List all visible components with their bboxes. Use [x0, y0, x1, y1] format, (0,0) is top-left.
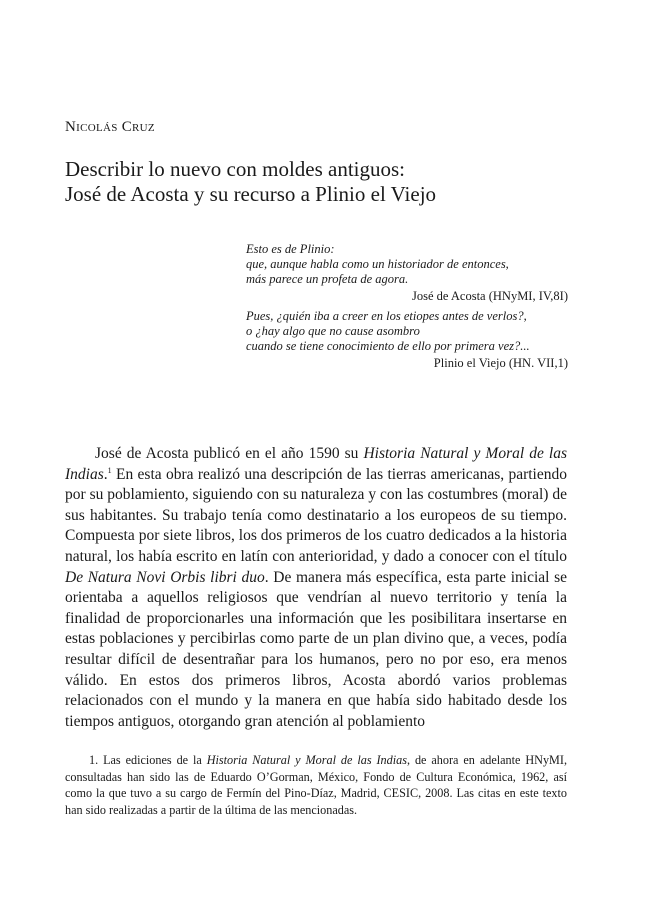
epigraph-line: más parece un profeta de agora. — [246, 272, 409, 286]
article-title-line-2: José de Acosta y su recurso a Plinio el Viejo — [65, 182, 437, 206]
epigraph-line: cuando se tiene conocimiento de ello por primera vez?... — [246, 339, 530, 353]
epigraph-line: que, aunque habla como un historiador de entonces, — [246, 257, 509, 271]
body-paragraph — [65, 444, 567, 732]
body-text-segment: . De manera más específica, esta parte inicial se orientaba a aquellos religiosos que vendrían al nuevo territorio y tenía la finalidad de proporcionarles una información que les posibilitara insertarse en estas poblaciones y percibirlas como parte de un plan divino que, a veces, podía resultar difícil de desentrañar para los humanos, pero no por eso, era menos válido. En estos dos primeros libros, Acosta abordó varios problemas relacionados con el mundo y la manera en que había sido habitado desde los tiempos antiguos, otorgando gran atención al poblamiento — [65, 568, 567, 730]
epigraph-plinio — [246, 309, 568, 371]
epigraphs — [246, 242, 568, 376]
footnote-text-segment: , de ahora en adelante HNyMI, consultadas han sido las de Eduardo O’Gorman, México, Fondo de Cultura Económica, 1962, así como la que tuvo a su cargo de Fermín del Pino-Díaz, Madrid, CESIC, 2008. Las citas en este texto han sido realizadas a partir de la última de las mencionadas. — [65, 753, 567, 817]
book-title: De Natura Novi Orbis libri duo — [65, 568, 265, 586]
body-text-segment: En esta obra realizó una descripción de las tierras americanas, partiendo por su poblamiento, siguiendo con su naturaleza y con las costumbres (moral) de sus habitantes. Su trabajo tenía como destinatario a los europeos de su tiempo. Compuesta por siete libros, los dos primeros de los cuatro dedicados a la historia natural, los había escrito en latín con anterioridad, y dado a conocer con el título — [65, 465, 567, 565]
article-title-line-1: Describir lo nuevo con moldes antiguos: — [65, 157, 406, 181]
epigraph-line: Pues, ¿quién iba a creer en los etiopes antes de verlos?, — [246, 309, 527, 323]
epigraph-acosta — [246, 242, 568, 304]
book-title: Historia Natural y Moral de las Indias — [206, 753, 407, 767]
footnote-text-segment: 1. Las ediciones de la — [89, 753, 207, 767]
footnote — [65, 752, 567, 818]
epigraph-line: Esto es de Plinio: — [246, 242, 335, 256]
epigraph-line: o ¿hay algo que no cause asombro — [246, 324, 420, 338]
book-title: Historia Natural y Moral de las Indias — [65, 445, 567, 483]
article-title — [65, 157, 585, 207]
author-name: Nicolás Cruz — [65, 119, 155, 135]
body-text-segment: José de Acosta publicó en el año 1590 su — [95, 445, 364, 462]
epigraph-source: Plinio el Viejo (HN. VII,1) — [433, 356, 568, 370]
body-text-segment: . — [103, 465, 108, 483]
footnote-reference[interactable]: 1 — [107, 465, 112, 475]
epigraph-source: José de Acosta (HNyMI, IV,8I) — [412, 289, 568, 303]
